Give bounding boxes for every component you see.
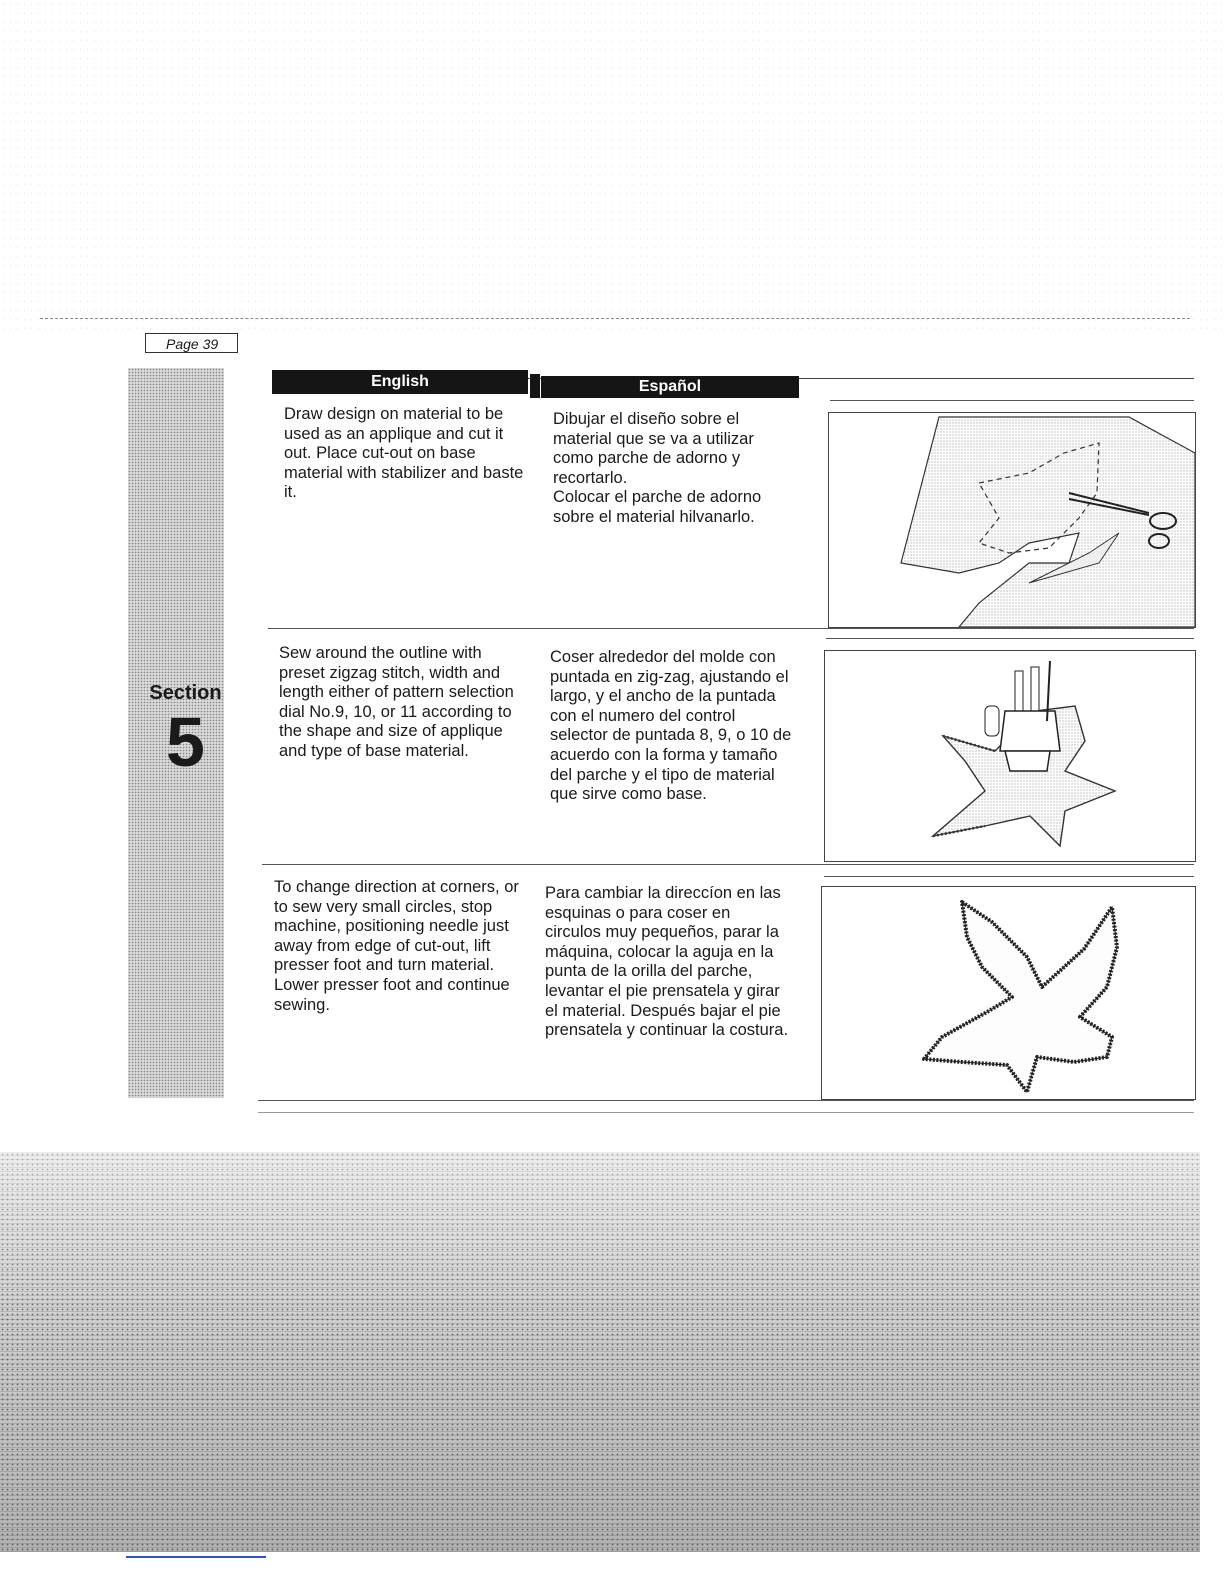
scan-noise-top: [0, 0, 1224, 330]
step-divider-1: [268, 628, 1194, 629]
sewing-machine-foot-icon: [825, 651, 1195, 861]
scan-shade-bottom: [0, 1152, 1200, 1552]
tab-spanish: Español: [541, 376, 799, 398]
step-2-spanish: Coser alrededor del molde con puntada en zig-zag, ajustando el largo, y el ancho de la puntada con el numero del control selector de puntada 8, 9, o 10 de acuerdo con la forma y tamaño del parche y el tipo de material que sirve como base.: [550, 648, 792, 804]
tab-separator: [530, 374, 540, 398]
step-3-spanish: Para cambiar la direccíon en las esquinas o para coser en circulos muy pequeños, parar la máquina, colocar la aguja en la punta de la orilla del parche, levantar el pie prensatela y girar el material. Después bajar el pie prensatela y continuar la costura.: [545, 884, 789, 1040]
step-2-figure: [824, 650, 1196, 862]
step-1-figure: [828, 412, 1196, 628]
step-3-english: To change direction at corners, or to sew very small circles, stop machine, positioning needle just away from edge of cut-out, lift presser foot and turn material. Lower presser foot and continue sewing.: [274, 878, 519, 1014]
step-1-spanish: Dibujar el diseño sobre el material que se va a utilizar como parche de adorno y recortarlo. Colocar el parche de adorno sobre el material hilvanarlo.: [553, 410, 762, 526]
section-number: 5: [166, 703, 205, 781]
step-2-english: Sew around the outline with preset zigzag stitch, width and length either of pattern selection dial No.9, 10, or 11 according to the shape and size of applique and type of base material.: [279, 644, 514, 760]
step-1-figure-rule: [830, 400, 1194, 401]
scissors-cutting-applique-icon: [829, 413, 1195, 627]
step-divider-3: [258, 1100, 1194, 1101]
section-label: Section: [149, 682, 222, 704]
tab-english: English: [272, 370, 528, 394]
page-number: Page 39: [145, 333, 238, 353]
step-divider-2: [262, 864, 1194, 865]
finished-leaf-applique-icon: [822, 887, 1195, 1099]
page-bottom-rule: [258, 1112, 1194, 1113]
step-3-figure-rule: [824, 876, 1194, 877]
footer-link-underline: [126, 1556, 266, 1558]
step-3-figure: [821, 886, 1196, 1100]
scan-dashed-line: [40, 318, 1190, 319]
step-1-english: Draw design on material to be used as an applique and cut it out. Place cut-out on base material with stabilizer and baste it.: [284, 405, 524, 502]
step-2-figure-rule: [826, 638, 1194, 639]
